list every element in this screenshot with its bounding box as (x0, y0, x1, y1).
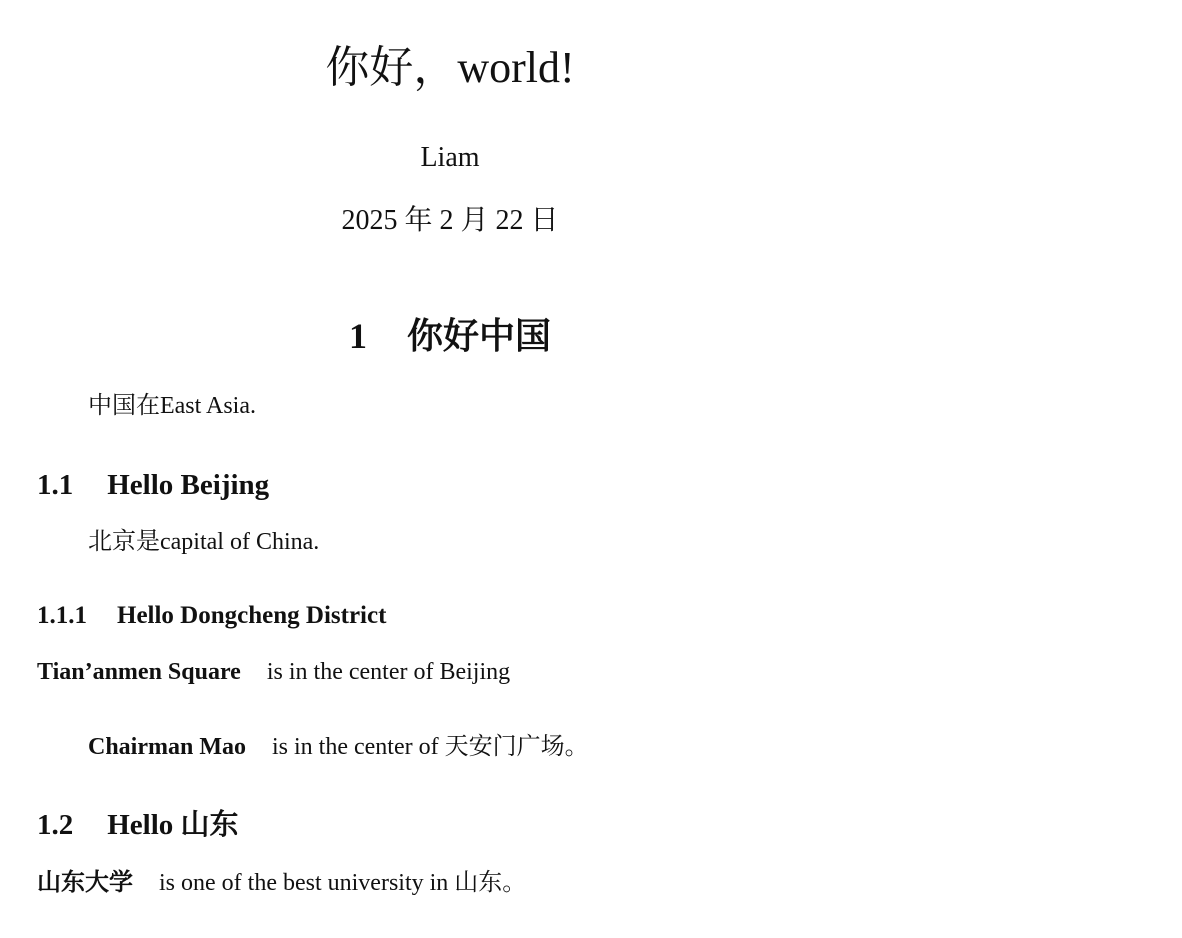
subparagraph-heading: Chairman Mao (88, 734, 246, 760)
subsection-title: Hello 山东 (107, 809, 239, 841)
subparagraph-mao (88, 731, 589, 763)
document-date: 2025 年 2 月 22 日 (341, 205, 559, 236)
subsection-number: 1.1 (37, 469, 74, 501)
section-heading (0, 312, 900, 361)
document-title: 你好，world! (325, 43, 575, 92)
subsubsection-number: 1.1.1 (37, 602, 87, 629)
subsection-title: Hello Beijing (107, 469, 270, 501)
subparagraph-text: is in the center of 天安门广场。 (272, 734, 589, 760)
subsubsection-heading (37, 599, 386, 633)
paragraph-text: is in the center of Beijing (266, 659, 511, 685)
document-author: Liam (420, 142, 480, 173)
paragraph-heading: Tian’anmen Square (37, 659, 241, 685)
paragraph-text: is one of the best university in 山东。 (159, 870, 527, 896)
section-title: 你好中国 (406, 316, 551, 357)
section-body: 中国在East Asia. (88, 393, 256, 419)
subsection-heading-shandong (37, 806, 239, 844)
subsubsection-title: Hello Dongcheng District (117, 602, 387, 629)
section-number: 1 (348, 316, 367, 356)
paragraph-tiananmen (37, 656, 510, 688)
paragraph-heading: 山东大学 (37, 868, 133, 896)
subsection-number: 1.2 (37, 809, 74, 841)
paragraph-sdu (37, 866, 526, 899)
subsection-body: 北京是capital of China. (88, 529, 320, 555)
subsection-heading-beijing (37, 466, 269, 504)
